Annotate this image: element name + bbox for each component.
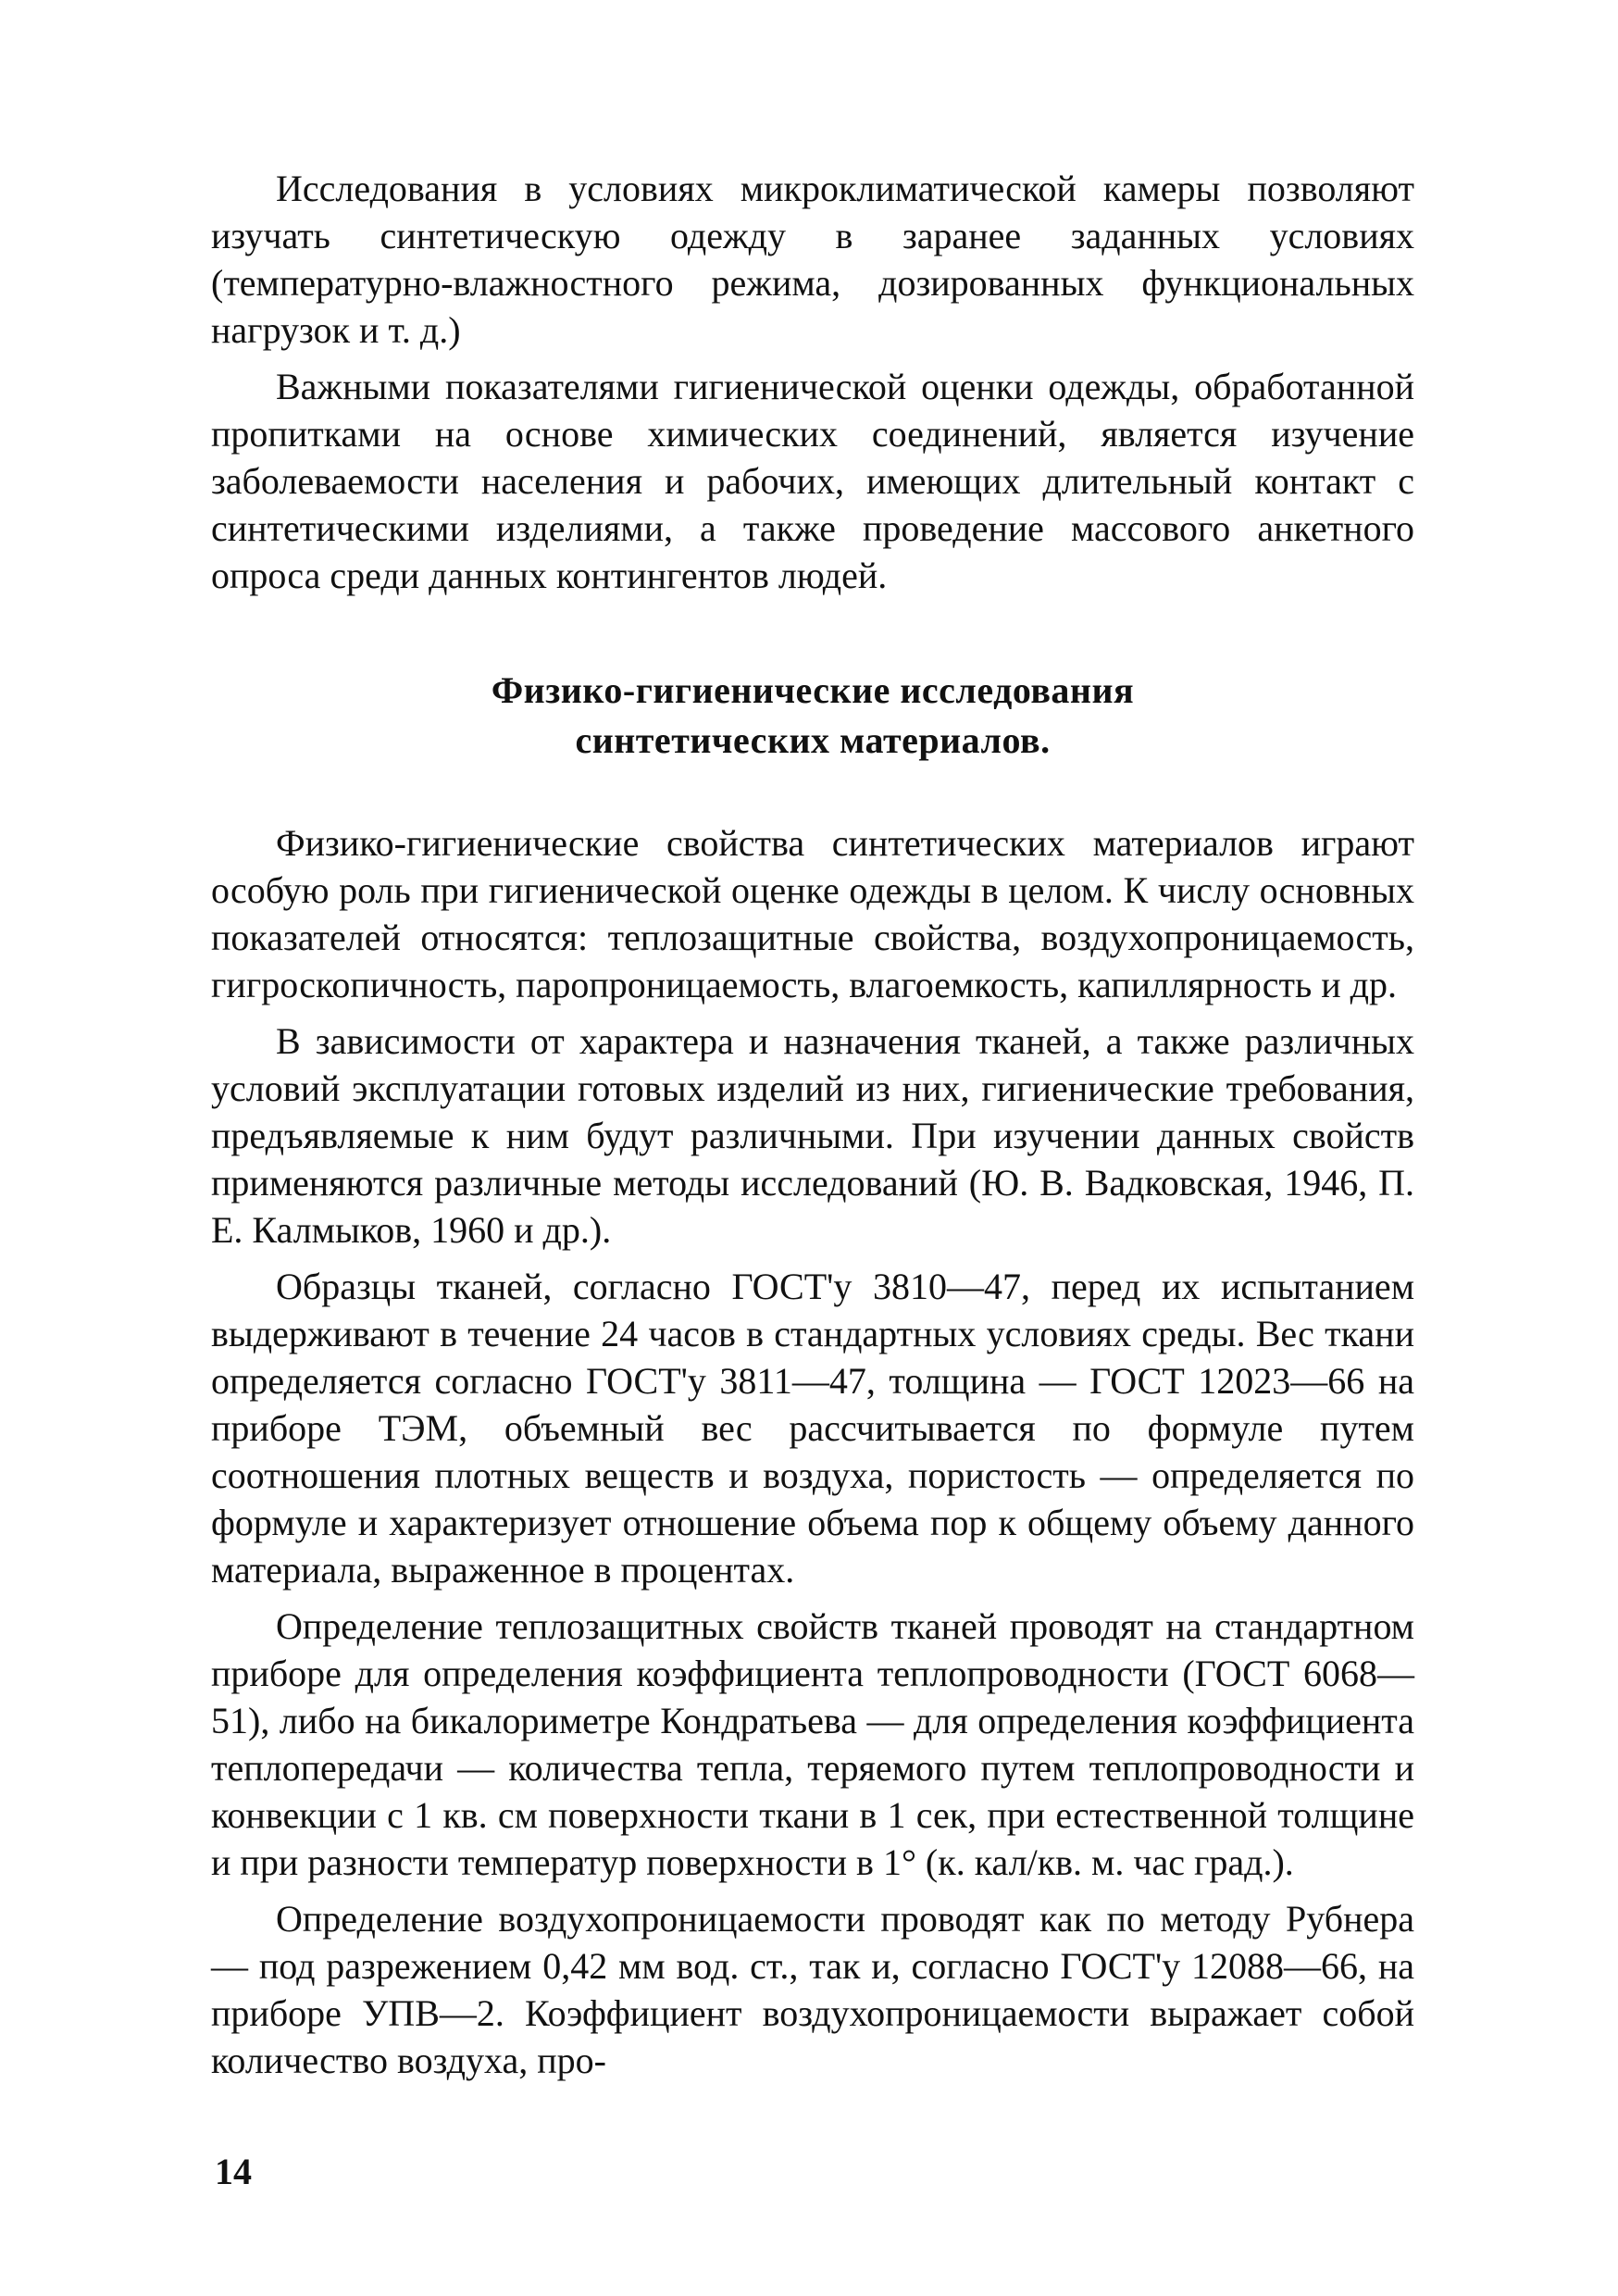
paragraph-climate-chamber: Исследования в условиях микроклиматической камеры позволяют изучать синтетическую одежду в заранее заданных условиях (температурно-влажностного режима, дозированных функциональных нагрузок и т. д.): [211, 168, 1414, 351]
paragraph-physical-properties: Физико-гигиенические свойства синтетических материалов играют особую роль при гигиенической оценке одежды в целом. К числу основных показателей относятся: теплозащитные свойства, воздухопроницаемость, гигроскопичность, паропроницаемость, влагоемкость, капиллярность и др.: [211, 822, 1414, 1005]
paragraph-morbidity-study: Важными показателями гигиенической оценки одежды, обработанной пропитками на основе химических соединений, является изучение заболеваемости населения и рабочих, имеющих длительный контакт с синтетическими изделиями, а также проведение массового анкетного опроса среди данных контингентов людей.: [211, 366, 1414, 596]
section-heading-line-1: Физико-гигиенические исследования: [491, 669, 1135, 711]
paragraph-thermal-protection: Определение теплозащитных свойств тканей проводят на стандартном приборе для определения коэффициента теплопроводности (ГОСТ 6068—51), либо на бикалориметре Кондратьева — для определения коэффициента теплопередачи — количества тепла, теряемого путем теплопроводности и конвекции с 1 кв. см поверхности ткани в 1 сек, при естественной толщине и при разности температур поверхности в 1° (к. кал/кв. м. час град.).: [211, 1605, 1414, 1883]
section-heading: [211, 666, 1414, 766]
section-heading-line-2: синтетических материалов.: [575, 719, 1051, 761]
page-number: 14: [215, 2151, 252, 2192]
paragraph-fabric-samples: Образцы тканей, согласно ГОСТ'у 3810—47, перед их испытанием выдерживают в течение 24 часов в стандартных условиях среды. Вес ткани определяется согласно ГОСТ'у 3811—47, толщина — ГОСТ 12023—66 на приборе ТЭМ, объемный вес рассчитывается по формуле путем соотношения плотных веществ и воздуха, пористость — определяется по формуле и характеризует отношение объема пор к общему объему данного материала, выраженное в процентах.: [211, 1266, 1414, 1591]
paragraph-air-permeability: Определение воздухопроницаемости проводят как по методу Рубнера — под разрежением 0,42 мм вод. ст., так и, согласно ГОСТ'у 12088—66, на приборе УПВ—2. Коэффициент воздухопроницаемости выражает собой количество воздуха, про-: [211, 1898, 1414, 2081]
paragraph-research-methods: В зависимости от характера и назначения тканей, а также различных условий эксплуатации готовых изделий из них, гигиенические требования, предъявляемые к ним будут различными. При изучении данных свойств применяются различные методы исследований (Ю. В. Вадковская, 1946, П. Е. Калмыков, 1960 и др.).: [211, 1020, 1414, 1251]
page-body: [211, 165, 1414, 2093]
